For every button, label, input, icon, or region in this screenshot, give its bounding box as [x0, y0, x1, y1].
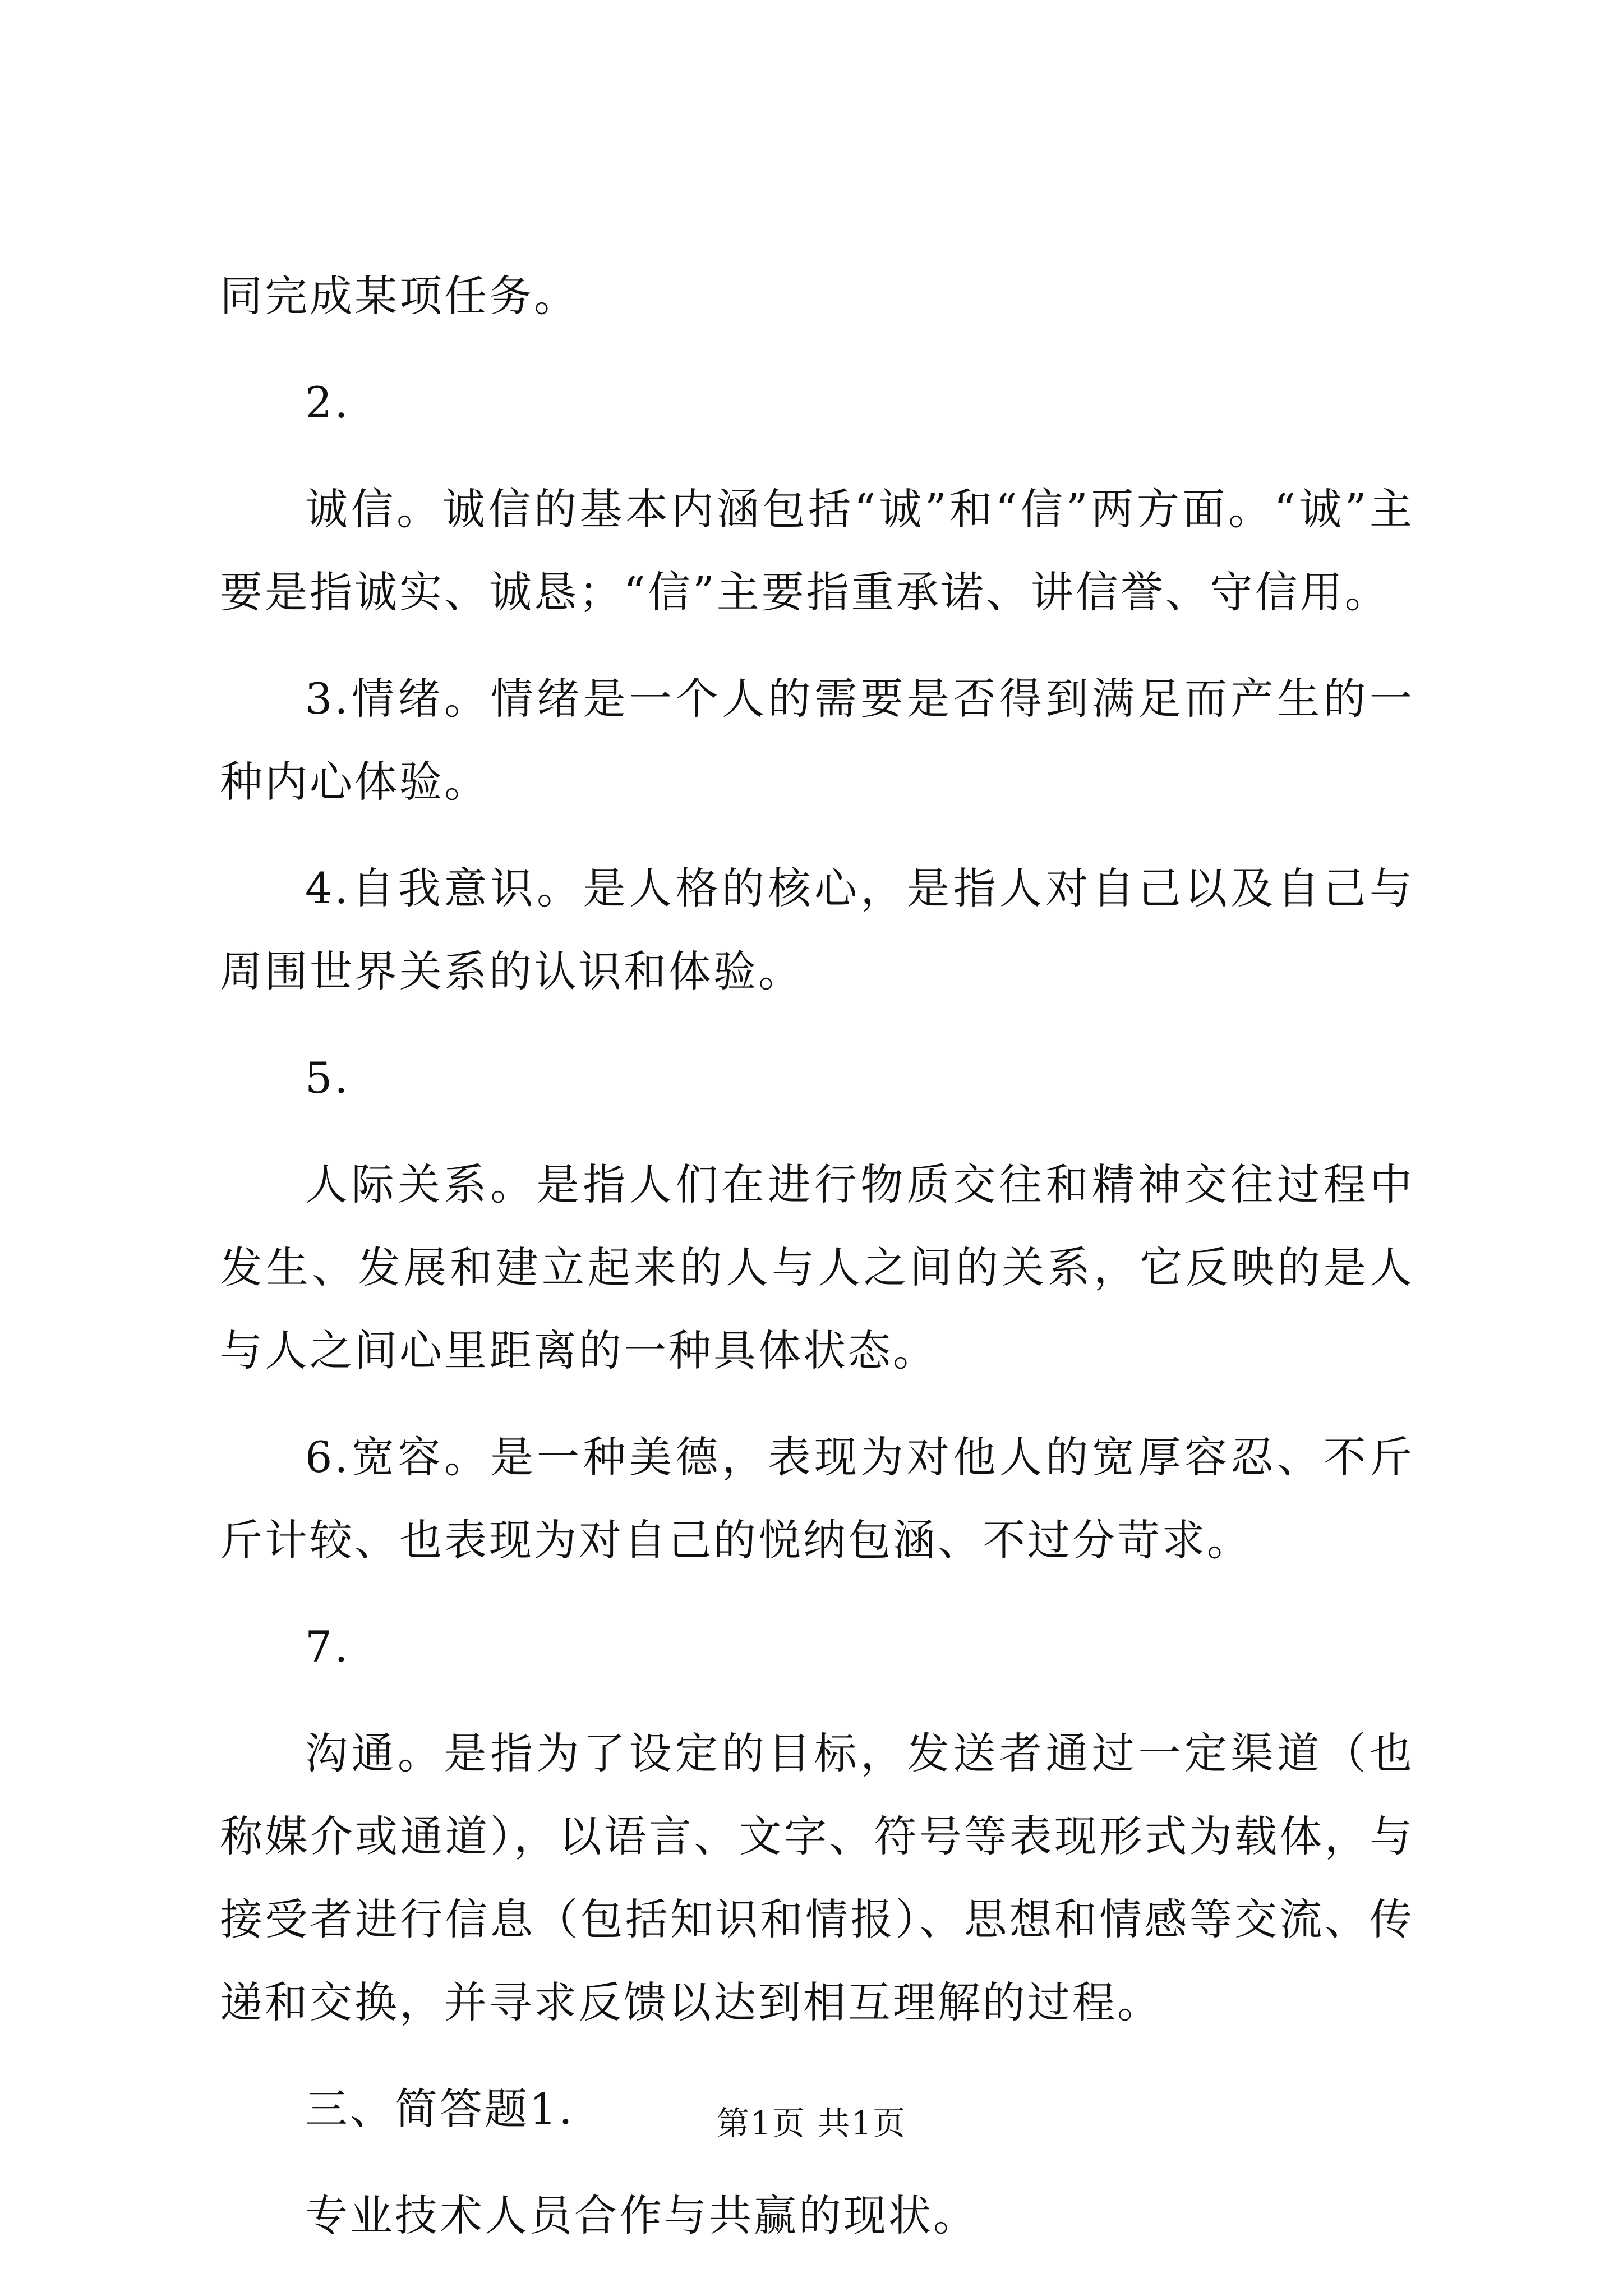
paragraph-integrity: 诚信。诚信的基本内涵包括“诚”和“信”两方面。“诚”主要是指诚实、诚恳；“信”主要指重承诺、讲信誉、守信用。 — [220, 484, 1414, 617]
paragraph-communication: 沟通。是指为了设定的目标，发送者通过一定渠道（也称媒介或通道），以语言、文字、符号等表现形式为载体，与接受者进行信息（包括知识和情报）、思想和情感等交流、传递和交换，并寻求反馈以达到相互理解的过程。 — [220, 1728, 1414, 2027]
paragraph-interpersonal-relations: 人际关系。是指人们在进行物质交往和精神交往过程中发生、发展和建立起来的人与人之间的关系，它反映的是人与人之间心里距离的一种具体状态。 — [220, 1159, 1414, 1375]
paragraph-self-awareness: 4.自我意识。是人格的核心，是指人对自己以及自己与周围世界关系的认识和体验。 — [220, 863, 1414, 996]
paragraph-continuation: 同完成某项任务。 — [220, 271, 579, 321]
paragraph-tolerance: 6.宽容。是一种美德，表现为对他人的宽厚容忍、不斤斤计较、也表现为对自己的悦纳包涵、不过分苛求。 — [220, 1432, 1414, 1565]
item-number-2: 2. — [305, 378, 351, 427]
section-heading-short-answer: 三、简答题1. — [305, 2084, 575, 2134]
item-number-7: 7. — [305, 1622, 351, 1672]
paragraph-emotion: 3.情绪。情绪是一个人的需要是否得到满足而产生的一种内心体验。 — [220, 674, 1414, 807]
paragraph-cooperation-status: 专业技术人员合作与共赢的现状。 — [305, 2191, 978, 2240]
item-number-5: 5. — [305, 1053, 351, 1103]
page-footer: 第1页 共1页 — [716, 2104, 907, 2142]
document-body — [220, 255, 1414, 2281]
